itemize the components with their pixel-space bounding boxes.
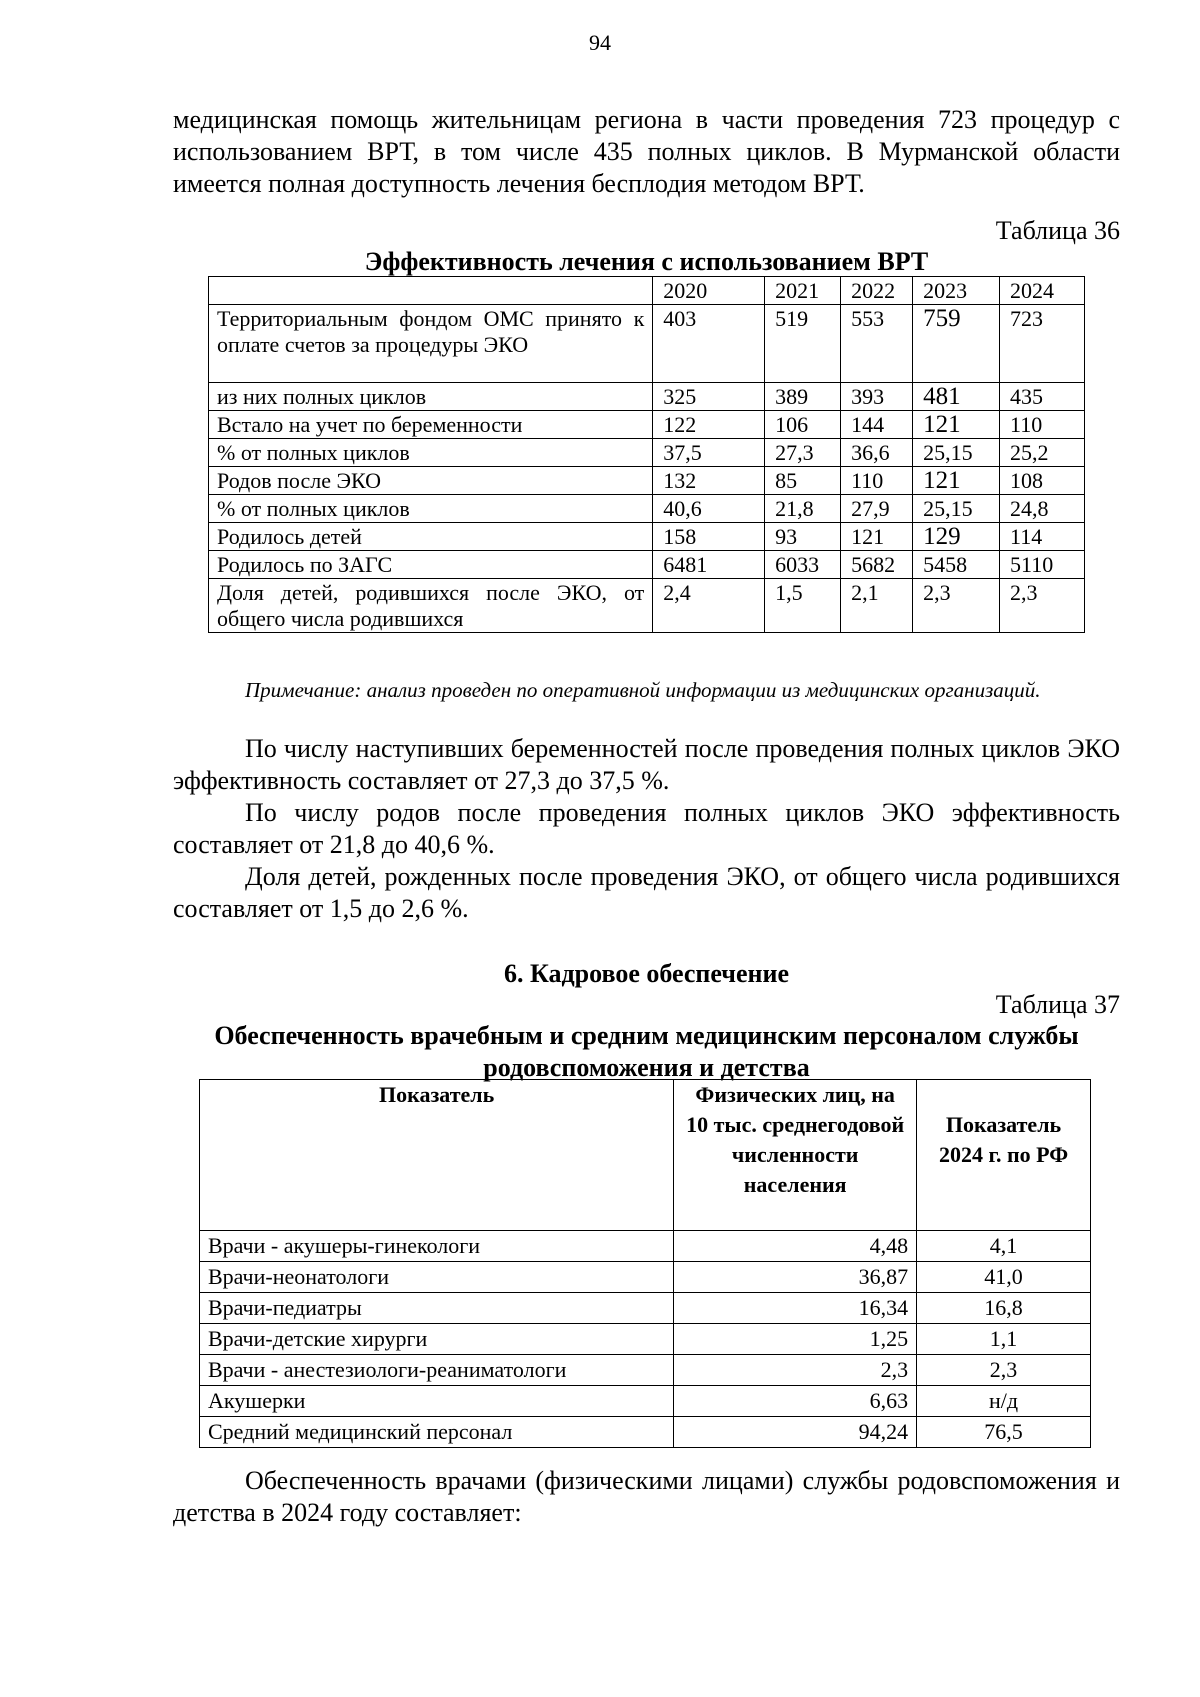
table37-label: Таблица 37 — [995, 990, 1120, 1019]
table36-row-label: Родилось по ЗАГС — [209, 551, 653, 579]
table36-year: 2021 — [765, 277, 841, 305]
table37-cell-rf: 4,1 — [917, 1231, 1091, 1262]
table36-cell: 158 — [653, 523, 765, 551]
table36-cell: 553 — [841, 305, 913, 383]
table36-cell: 132 — [653, 467, 765, 495]
table36-row-label: Встало на учет по беременности — [209, 411, 653, 439]
table36-row — [209, 551, 1085, 579]
table37-cell-label: Врачи - анестезиологи-реаниматологи — [200, 1355, 674, 1386]
table36-cell: 40,6 — [653, 495, 765, 523]
table36-cell: 24,8 — [1000, 495, 1085, 523]
table36-cell: 36,6 — [841, 439, 913, 467]
table36-label: Таблица 36 — [995, 216, 1120, 245]
table36-cell: 403 — [653, 305, 765, 383]
table36-cell: 5458 — [913, 551, 1000, 579]
table36-cell: 5110 — [1000, 551, 1085, 579]
table36-cell: 25,15 — [913, 439, 1000, 467]
table36-row — [209, 579, 1085, 633]
table36-row-label: % от полных циклов — [209, 495, 653, 523]
table37-row — [200, 1386, 1091, 1417]
table37-cell-value: 4,48 — [674, 1231, 917, 1262]
table37-cell-rf: 76,5 — [917, 1417, 1091, 1448]
table37-cell-value: 2,3 — [674, 1355, 917, 1386]
table37-cell-value: 6,63 — [674, 1386, 917, 1417]
table36-row-label: Родов после ЭКО — [209, 467, 653, 495]
table37-header-row — [200, 1080, 1091, 1231]
table36-year: 2020 — [653, 277, 765, 305]
table36-cell: 129 — [913, 523, 1000, 551]
table36-cell: 27,3 — [765, 439, 841, 467]
paragraph-births: По числу родов после проведения полных циклов ЭКО эффективность составляет от 21,8 до 40,6 %. — [173, 798, 1120, 859]
table36-cell: 5682 — [841, 551, 913, 579]
table36-row — [209, 411, 1085, 439]
table37-cell-label: Врачи-педиатры — [200, 1293, 674, 1324]
table37-cell-label: Врачи - акушеры-гинекологи — [200, 1231, 674, 1262]
page-number: 94 — [589, 30, 611, 55]
table37-cell-rf: 41,0 — [917, 1262, 1091, 1293]
table37-cell-label: Акушерки — [200, 1386, 674, 1417]
table-36 — [208, 276, 1085, 633]
table36-cell: 37,5 — [653, 439, 765, 467]
table36-cell: 21,8 — [765, 495, 841, 523]
table37-row — [200, 1417, 1091, 1448]
table37-cell-label: Врачи-неонатологи — [200, 1262, 674, 1293]
table36-cell: 1,5 — [765, 579, 841, 633]
table36-cell: 110 — [841, 467, 913, 495]
table36-row-label: % от полных циклов — [209, 439, 653, 467]
table36-cell: 110 — [1000, 411, 1085, 439]
table36-row-label: из них полных циклов — [209, 383, 653, 411]
table36-row — [209, 523, 1085, 551]
table36-row — [209, 305, 1085, 383]
table37-row — [200, 1231, 1091, 1262]
table36-cell: 519 — [765, 305, 841, 383]
table37-row — [200, 1293, 1091, 1324]
table37-cell-value: 94,24 — [674, 1417, 917, 1448]
table36-row — [209, 495, 1085, 523]
paragraph-pregnancy: По числу наступивших беременностей после проведения полных циклов ЭКО эффективность составляет от 27,3 до 37,5 %. — [173, 734, 1120, 795]
table36-cell: 25,2 — [1000, 439, 1085, 467]
table37-header-rf: Показатель 2024 г. по РФ — [917, 1080, 1091, 1231]
table36-note: Примечание: анализ проведен по оперативной информации из медицинских организаций. — [245, 678, 1041, 702]
table37-cell-value: 36,87 — [674, 1262, 917, 1293]
table36-cell: 6033 — [765, 551, 841, 579]
table36-cell: 27,9 — [841, 495, 913, 523]
section6-title: 6. Кадровое обеспечение — [503, 959, 789, 988]
table37-row — [200, 1262, 1091, 1293]
table36-cell: 6481 — [653, 551, 765, 579]
table36-cell: 121 — [913, 467, 1000, 495]
table37-cell-rf: 1,1 — [917, 1324, 1091, 1355]
table36-year: 2024 — [1000, 277, 1085, 305]
table36-row — [209, 439, 1085, 467]
table36-year: 2023 — [913, 277, 1000, 305]
table37-title: Обеспеченность врачебным и средним медицинским персоналом службы родовспоможения и детства — [214, 1021, 1079, 1082]
table36-cell: 122 — [653, 411, 765, 439]
table36-row — [209, 467, 1085, 495]
table37-cell-label: Врачи-детские хирурги — [200, 1324, 674, 1355]
table37-cell-rf: н/д — [917, 1386, 1091, 1417]
table36-header-empty — [209, 277, 653, 305]
table36-cell: 2,3 — [913, 579, 1000, 633]
final-paragraph: Обеспеченность врачами (физическими лицами) службы родовспоможения и детства в 2024 году составляет: — [173, 1466, 1120, 1527]
table36-title: Эффективность лечения с использованием ВРТ — [364, 247, 929, 276]
table36-row-label: Территориальным фондом ОМС принято к оплате счетов за процедуры ЭКО — [209, 305, 653, 383]
table37-cell-value: 16,34 — [674, 1293, 917, 1324]
table37-cell-value: 1,25 — [674, 1324, 917, 1355]
table36-header-row — [209, 277, 1085, 305]
table36-cell: 85 — [765, 467, 841, 495]
table36-cell: 325 — [653, 383, 765, 411]
table36-cell: 108 — [1000, 467, 1085, 495]
table37-header-per10k: Физических лиц, на 10 тыс. среднегодовой численности населения — [674, 1080, 917, 1231]
table37-cell-label: Средний медицинский персонал — [200, 1417, 674, 1448]
table36-cell: 121 — [841, 523, 913, 551]
table36-cell: 121 — [913, 411, 1000, 439]
table36-row-label: Родилось детей — [209, 523, 653, 551]
table36-cell: 759 — [913, 305, 1000, 383]
table36-cell: 481 — [913, 383, 1000, 411]
table36-cell: 2,3 — [1000, 579, 1085, 633]
table36-cell: 723 — [1000, 305, 1085, 383]
paragraph-share: Доля детей, рожденных после проведения ЭКО, от общего числа родившихся составляет от 1,5 до 2,6 %. — [173, 862, 1120, 923]
table36-cell: 435 — [1000, 383, 1085, 411]
table37-row — [200, 1355, 1091, 1386]
table36-year: 2022 — [841, 277, 913, 305]
table36-row-label: Доля детей, родившихся после ЭКО, от общего числа родившихся — [209, 579, 653, 633]
table36-cell: 393 — [841, 383, 913, 411]
table36-cell: 106 — [765, 411, 841, 439]
table36-cell: 93 — [765, 523, 841, 551]
intro-paragraph: медицинская помощь жительницам региона в части проведения 723 процедур с использованием ВРТ, в том числе 435 полных циклов. В Мурманской области имеется полная доступность лечения бесплодия методом ВРТ. — [173, 105, 1120, 198]
table36-row — [209, 383, 1085, 411]
table-37 — [199, 1079, 1091, 1448]
table37-cell-rf: 16,8 — [917, 1293, 1091, 1324]
table36-cell: 389 — [765, 383, 841, 411]
table37-row — [200, 1324, 1091, 1355]
table36-cell: 25,15 — [913, 495, 1000, 523]
table37-cell-rf: 2,3 — [917, 1355, 1091, 1386]
table36-cell: 2,1 — [841, 579, 913, 633]
table36-cell: 114 — [1000, 523, 1085, 551]
table36-cell: 144 — [841, 411, 913, 439]
table36-cell: 2,4 — [653, 579, 765, 633]
table37-header-indicator: Показатель — [200, 1080, 674, 1231]
